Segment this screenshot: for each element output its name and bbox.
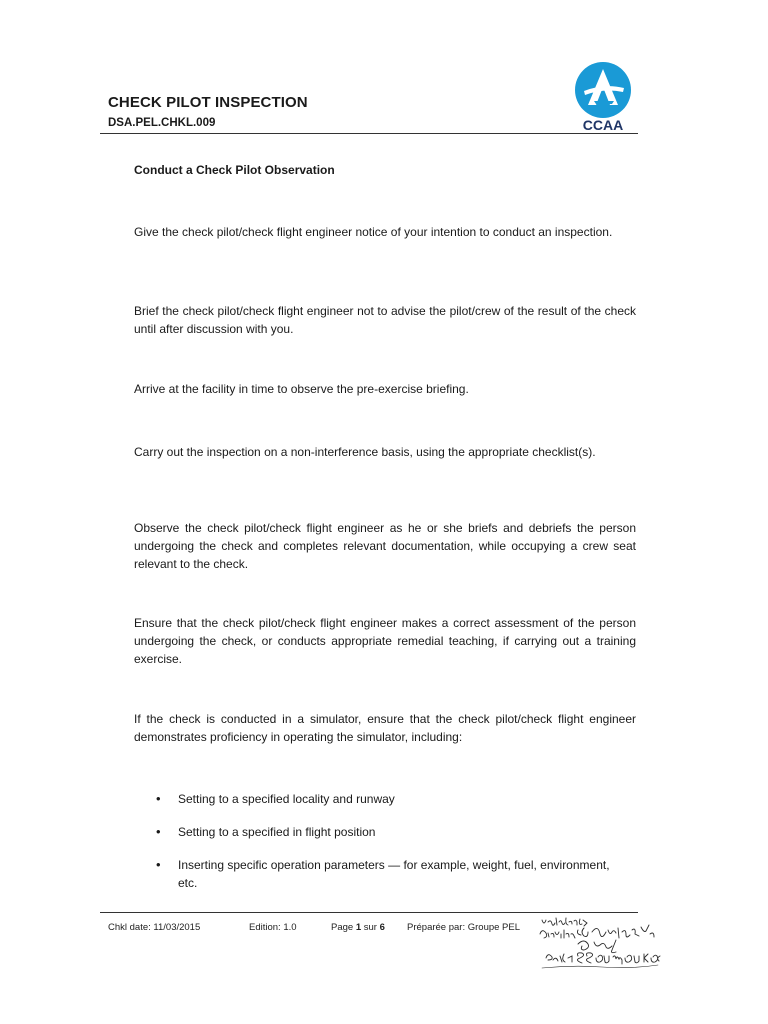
paragraph-3: Arrive at the facility in time to observe the pre-exercise briefing. <box>134 382 469 396</box>
document-title: CHECK PILOT INSPECTION <box>108 94 308 111</box>
bullet-icon: • <box>156 824 161 839</box>
footer-divider <box>100 912 638 913</box>
signature-image <box>538 916 662 974</box>
document-code: DSA.PEL.CHKL.009 <box>108 117 216 129</box>
page-prefix: Page <box>331 922 356 933</box>
page-current: 1 <box>355 922 362 933</box>
logo-text: CCAA <box>582 117 624 133</box>
bullet-icon: • <box>156 857 161 872</box>
bullet-text: Setting to a specified in flight position <box>178 825 376 839</box>
list-item <box>156 790 616 808</box>
page-total: 6 <box>379 922 385 933</box>
paragraph-5: Observe the check pilot/check flight engineer as he or she briefs and debriefs the person undergoing the check and completes relevant documentation, while occupying a crew seat relevant to the check. <box>134 521 636 571</box>
bullet-text: Inserting specific operation parameters — for example, weight, fuel, environment, etc. <box>178 858 610 890</box>
footer-prepared-by: Préparée par: Groupe PEL <box>407 922 521 933</box>
footer-edition: Edition: 1.0 <box>249 922 297 933</box>
section-title: Conduct a Check Pilot Observation <box>134 163 335 177</box>
ccaa-logo <box>574 61 632 119</box>
logo-crossbar <box>594 101 614 104</box>
paragraph-2: Brief the check pilot/check flight engineer not to advise the pilot/crew of the result of the check until after discussion with you. <box>134 304 636 336</box>
page-middle: sur <box>361 922 380 933</box>
paragraph-4: Carry out the inspection on a non-interference basis, using the appropriate checklist(s). <box>134 445 596 459</box>
footer-chkl-date: Chkl date: 11/03/2015 <box>108 922 201 933</box>
paragraph-6: Ensure that the check pilot/check flight engineer makes a correct assessment of the person undergoing the check, or conducts appropriate remedial teaching, if carrying out a training exercise. <box>134 616 636 666</box>
header-divider <box>100 133 638 134</box>
paragraph-7: If the check is conducted in a simulator, ensure that the check pilot/check flight engineer demonstrates proficiency in operating the simulator, including: <box>134 712 636 744</box>
paragraph-1: Give the check pilot/check flight engineer notice of your intention to conduct an inspection. <box>134 225 613 239</box>
bullet-text: Setting to a specified locality and runway <box>178 792 395 806</box>
bullet-icon: • <box>156 791 161 806</box>
list-item <box>156 856 616 892</box>
footer-page-number <box>331 922 385 933</box>
list-item <box>156 823 616 841</box>
